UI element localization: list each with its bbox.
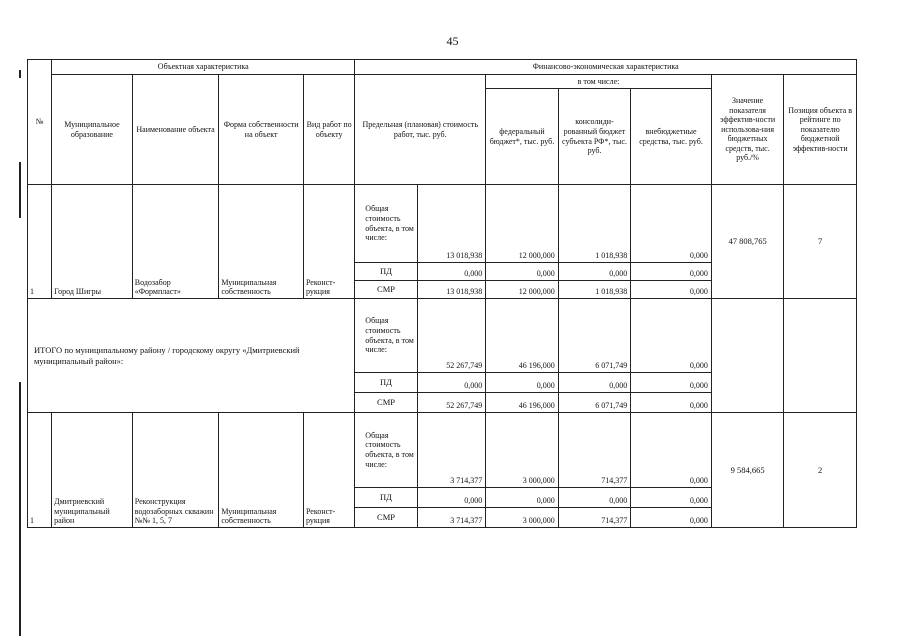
total-federal-value: 3 000,000 bbox=[486, 413, 559, 488]
header-finance-characteristic: Финансово-экономическая характеристика bbox=[355, 60, 857, 75]
smr-label: СМР bbox=[355, 393, 417, 413]
row-number: 1 bbox=[28, 185, 52, 299]
itog-indicator-empty bbox=[711, 299, 784, 413]
row-work-type: Реконст-рукция bbox=[303, 413, 354, 528]
total-regional-value: 714,377 bbox=[558, 413, 631, 488]
itog-row bbox=[28, 299, 857, 373]
pd-cost-value: 0,000 bbox=[417, 373, 485, 393]
smr-offbudget-value: 0,000 bbox=[631, 508, 712, 528]
pd-label: ПД bbox=[355, 263, 417, 281]
itog-rating-empty bbox=[784, 299, 857, 413]
smr-cost-value: 52 267,749 bbox=[417, 393, 485, 413]
row-object-name: Реконструкция водозаборных скважин №№ 1, 5, 7 bbox=[132, 413, 219, 528]
smr-cost-value: 3 714,377 bbox=[417, 508, 485, 528]
total-offbudget-value: 0,000 bbox=[631, 185, 712, 263]
header-rating: Позиция объекта в рейтинге по показателю бюджетной эффектив-ности bbox=[784, 75, 857, 185]
smr-regional-value: 714,377 bbox=[558, 508, 631, 528]
pd-regional-value: 0,000 bbox=[558, 263, 631, 281]
total-federal-value: 46 196,000 bbox=[486, 299, 559, 373]
pd-offbudget-value: 0,000 bbox=[631, 263, 712, 281]
pd-regional-value: 0,000 bbox=[558, 488, 631, 508]
margin-mark bbox=[19, 382, 21, 636]
table-row bbox=[28, 413, 857, 488]
total-cost-value: 3 714,377 bbox=[417, 413, 485, 488]
total-offbudget-value: 0,000 bbox=[631, 413, 712, 488]
row-ownership: Муниципальная собственность bbox=[219, 413, 304, 528]
row-municipality: Дмитриевский муниципальный район bbox=[52, 413, 133, 528]
table-row bbox=[28, 185, 857, 263]
row-work-type: Реконст-рукция bbox=[303, 185, 354, 299]
header-row bbox=[28, 60, 857, 75]
page-number: 45 bbox=[446, 34, 459, 48]
header-including: в том числе: bbox=[486, 75, 712, 89]
pd-federal-value: 0,000 bbox=[486, 263, 559, 281]
header-municipality: Муниципальное образование bbox=[52, 75, 133, 185]
indicator-value: 47 808,765 bbox=[711, 185, 784, 299]
total-regional-value: 6 071,749 bbox=[558, 299, 631, 373]
total-cost-value: 13 018,938 bbox=[417, 185, 485, 263]
total-cost-label: Общая стоимость объекта, в том числе: bbox=[355, 413, 417, 488]
indicator-value: 9 584,665 bbox=[711, 413, 784, 528]
header-work-type: Вид работ по объекту bbox=[303, 75, 354, 185]
pd-federal-value: 0,000 bbox=[486, 373, 559, 393]
smr-label: СМР bbox=[355, 508, 417, 528]
smr-regional-value: 6 071,749 bbox=[558, 393, 631, 413]
header-consolidated: консолиди-рованный бюджет субъекта РФ*, тыс. руб. bbox=[558, 89, 631, 185]
smr-offbudget-value: 0,000 bbox=[631, 393, 712, 413]
pd-label: ПД bbox=[355, 373, 417, 393]
report-table bbox=[27, 59, 857, 528]
margin-mark bbox=[19, 162, 21, 218]
total-cost-label: Общая стоимость объекта, в том числе: bbox=[355, 299, 417, 373]
total-federal-value: 12 000,000 bbox=[486, 185, 559, 263]
rating-value: 7 bbox=[784, 185, 857, 299]
header-max-cost: Предельная (плановая) стоимость работ, тыс. руб. bbox=[355, 75, 486, 185]
row-number: 1 bbox=[28, 413, 52, 528]
smr-cost-value: 13 018,938 bbox=[417, 281, 485, 299]
smr-label: СМР bbox=[355, 281, 417, 299]
total-cost-value: 52 267,749 bbox=[417, 299, 485, 373]
pd-federal-value: 0,000 bbox=[486, 488, 559, 508]
row-ownership: Муниципальная собственность bbox=[219, 185, 304, 299]
margin-mark bbox=[19, 70, 21, 78]
header-ownership: Форма собственности на объект bbox=[219, 75, 304, 185]
header-object-characteristic: Объектная характеристика bbox=[52, 60, 355, 75]
pd-regional-value: 0,000 bbox=[558, 373, 631, 393]
smr-federal-value: 46 196,000 bbox=[486, 393, 559, 413]
header-offbudget: внебюджетные средства, тыс. руб. bbox=[631, 89, 712, 185]
pd-offbudget-value: 0,000 bbox=[631, 373, 712, 393]
total-offbudget-value: 0,000 bbox=[631, 299, 712, 373]
header-federal: федеральный бюджет*, тыс. руб. bbox=[486, 89, 559, 185]
smr-regional-value: 1 018,938 bbox=[558, 281, 631, 299]
pd-offbudget-value: 0,000 bbox=[631, 488, 712, 508]
header-no: № bbox=[28, 60, 52, 185]
pd-cost-value: 0,000 bbox=[417, 488, 485, 508]
header-indicator: Значение показателя эффектив-ности использова-ния бюджетных средств, тыс. руб./% bbox=[711, 75, 784, 185]
header-row bbox=[28, 75, 857, 89]
header-object-name: Наименование объекта bbox=[132, 75, 219, 185]
smr-federal-value: 3 000,000 bbox=[486, 508, 559, 528]
total-regional-value: 1 018,938 bbox=[558, 185, 631, 263]
total-cost-label: Общая стоимость объекта, в том числе: bbox=[355, 185, 417, 263]
pd-cost-value: 0,000 bbox=[417, 263, 485, 281]
row-object-name: Водозабор «Формпласт» bbox=[132, 185, 219, 299]
rating-value: 2 bbox=[784, 413, 857, 528]
pd-label: ПД bbox=[355, 488, 417, 508]
itog-label: ИТОГО по муниципальному району / городскому округу «Дмитриевский муниципальный район»: bbox=[28, 299, 355, 413]
smr-offbudget-value: 0,000 bbox=[631, 281, 712, 299]
row-municipality: Город Шигры bbox=[52, 185, 133, 299]
smr-federal-value: 12 000,000 bbox=[486, 281, 559, 299]
